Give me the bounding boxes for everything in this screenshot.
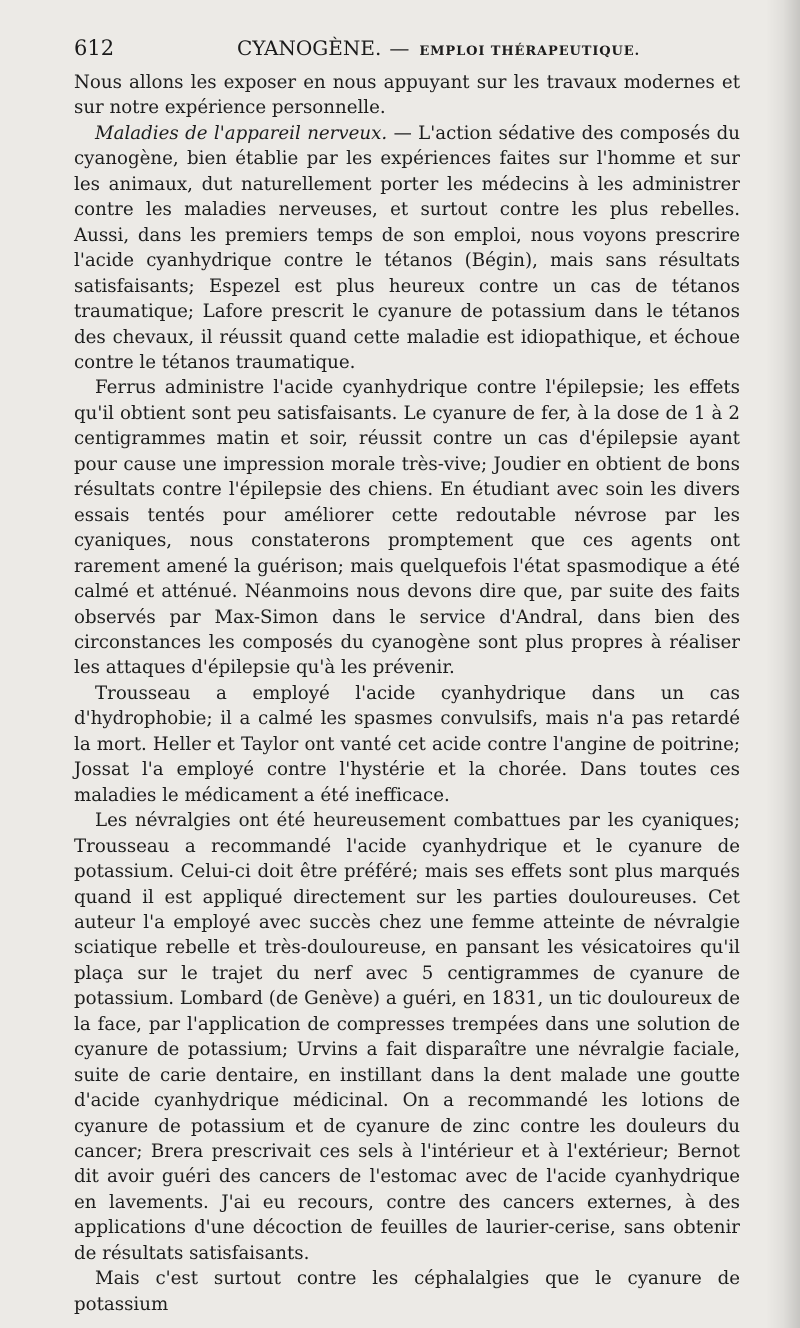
section-title: EMPLOI THÉRAPEUTIQUE. bbox=[419, 44, 641, 59]
paragraph-headache: Mais c'est surtout contre les céphalalgies que le cyanure de potassium bbox=[74, 1268, 740, 1315]
paragraph-hydrophobia: Trousseau a employé l'acide cyanhydrique dans un cas d'hydrophobie; il a calmé les spasmes convulsifs, mais n'a pas retardé la mort. Heller et Taylor ont vanté cet acide contre l'angine de poitrine; Jossat l'a employé contre l'hystérie et la chorée. Dans toutes ces maladies le médicament a été inefficace. bbox=[74, 682, 740, 806]
paragraph-neuralgia: Les névralgies ont été heureusement combattues par les cyaniques; Trousseau a recommandé l'acide cyanhydrique et le cyanure de potassium. Celui-ci doit être préféré; mais ses effets sont plus marqués quand il est appliqué directement sur les parties douloureuses. Cet auteur l'a employé avec succès chez une femme atteinte de névralgie sciatique rebelle et très-douloureuse, en pansant les vésicatoires qu'il plaça sur le trajet du nerf avec 5 centigrammes de cyanure de potassium. Lombard (de Genève) a guéri, en 1831, un tic douloureux de la face, par l'application de compresses trempées dans une solution de cyanure de potassium; Urvins a fait disparaître une névralgie faciale, suite de carie dentaire, en instillant dans la dent malade une goutte d'acide cyanhydrique médicinal. On a recommandé les lotions de cyanure de potassium et de cyanure de zinc contre les douleurs du cancer; Brera prescrivait ces sels à l'intérieur et à l'extérieur; Bernot dit avoir guéri des cancers de l'estomac avec de l'acide cyanhydrique en lavements. J'ai eu recours, contre des cancers externes, à des applications d'une décoction de feuilles de laurier-cerise, sans obtenir de résultats satisfaisants. bbox=[74, 810, 740, 1264]
body-text bbox=[74, 70, 740, 1317]
chapter-title: CYANOGÈNE. bbox=[237, 36, 382, 60]
section-heading: Maladies de l'appareil nerveux. bbox=[95, 122, 388, 144]
page-number: 612 bbox=[74, 36, 115, 60]
running-header bbox=[74, 36, 740, 66]
paragraph-epilepsy: Ferrus administre l'acide cyanhydrique contre l'épilepsie; les effets qu'il obtient sont peu satisfaisants. Le cyanure de fer, à la dose de 1 à 2 centigrammes matin et soir, réussit contre un cas d'épilepsie ayant pour cause une impression morale très-vive; Joudier en obtient de bons résultats contre l'épilepsie des chiens. En étudiant avec soin les divers essais tentés pour améliorer cette redoutable névrose par les cyaniques, nous constaterons promptement que ces agents ont rarement amené la guérison; mais quelquefois l'état spasmodique a été calmé et atténué. Néanmoins nous devons dire que, par suite des faits observés par Max-Simon dans le service d'Andral, dans bien des circonstances les composés du cyanogène sont plus propres à réaliser les attaques d'épilepsie qu'à les prévenir. bbox=[74, 377, 740, 679]
page-edge-shadow bbox=[766, 0, 800, 1328]
title-separator: — bbox=[389, 36, 410, 60]
paragraph-nervous-diseases-text: — L'action sédative des composés du cyanogène, bien établie par les expériences faites sur l'homme et sur les animaux, dut naturellement porter les médecins à les administrer contre les maladies nerveuses, et surtout contre les plus rebelles. Aussi, dans les premiers temps de son emploi, nous voyons prescrire l'acide cyanhydrique contre le tétanos (Bégin), mais sans résultats satisfaisants; Espezel est plus heureux contre un cas de tétanos traumatique; Lafore prescrit le cyanure de potassium dans le tétanos des chevaux, il réussit quand cette maladie est idiopathique, et échoue contre le tétanos traumatique. bbox=[74, 122, 740, 373]
paragraph-intro: Nous allons les exposer en nous appuyant sur les travaux modernes et sur notre expérience personnelle. bbox=[74, 72, 740, 119]
paragraph-nervous-diseases bbox=[74, 121, 740, 376]
running-title bbox=[237, 36, 640, 60]
